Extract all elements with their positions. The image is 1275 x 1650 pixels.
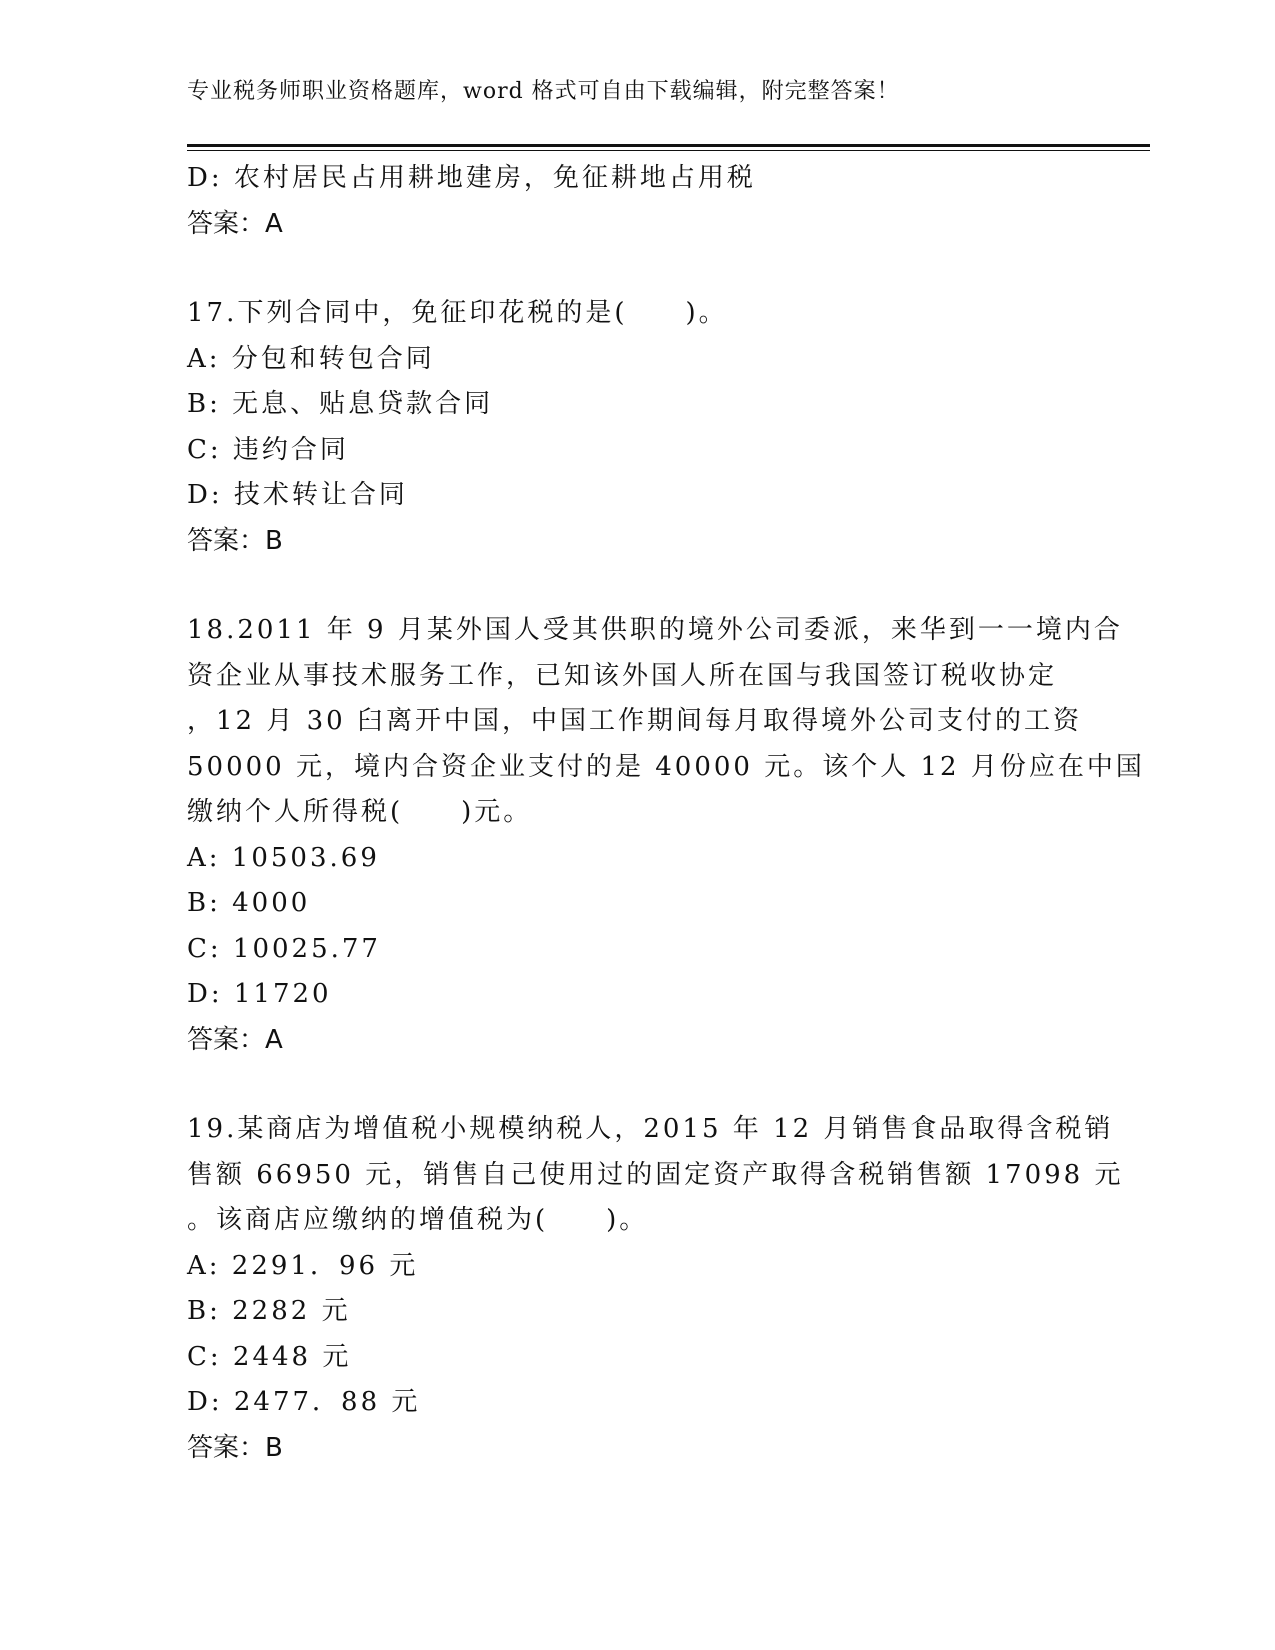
option-d: D: 2477．88 元 <box>187 1387 421 1417</box>
question-stem-line: ，12 月 30 臼离开中国，中国工作期间每月取得境外公司支付的工资 <box>187 706 1082 736</box>
answer: 答案：B <box>187 525 283 556</box>
question-18 <box>187 608 1145 1063</box>
option-a: A: 10503.69 <box>187 842 380 873</box>
question-16-tail <box>187 156 1087 247</box>
option-b: B: 无息、贴息贷款合同 <box>187 389 494 419</box>
option-d: D: 技术转让合同 <box>187 480 408 510</box>
answer: 答案：A <box>187 1024 283 1055</box>
question-stem-line: 。该商店应缴纳的增值税为( )。 <box>187 1205 649 1235</box>
question-content <box>187 156 1145 1471</box>
option-b: B: 4000 <box>187 888 311 918</box>
question-stem-line: 19.某商店为增值税小规模纳税人，2015 年 12 月销售食品取得含税销 <box>187 1114 1114 1144</box>
option-a: A: 分包和转包合同 <box>187 343 435 374</box>
question-19 <box>187 1107 1124 1471</box>
question-stem: 17.下列合同中，免征印花税的是( )。 <box>187 298 728 328</box>
option-a: A: 2291．96 元 <box>187 1250 419 1281</box>
option-d: D: 11720 <box>187 979 332 1009</box>
question-stem-line: 50000 元，境内合资企业支付的是 40000 元。该个人 12 月份应在中国 <box>187 751 1145 782</box>
question-stem-line: 缴纳个人所得税( )元。 <box>187 797 533 827</box>
answer: 答案：B <box>187 1432 283 1463</box>
page-header: 专业税务师职业资格题库，word 格式可自由下载编辑，附完整答案！ <box>187 79 900 104</box>
answer: 答案：A <box>187 208 283 239</box>
question-17 <box>187 291 1087 564</box>
option-d: D: 农村居民占用耕地建房，免征耕地占用税 <box>187 163 756 193</box>
option-c: C: 10025.77 <box>187 933 381 964</box>
question-stem-line: 资企业从事技术服务工作，已知该外国人所在国与我国签订税收协定 <box>187 660 1058 691</box>
question-stem-line: 售额 66950 元，销售自己使用过的固定资产取得含税销售额 17098 元 <box>187 1159 1124 1190</box>
header-rule-thin <box>187 150 1150 151</box>
header-rule-thick <box>187 144 1150 147</box>
option-c: C: 违约合同 <box>187 434 349 465</box>
option-c: C: 2448 元 <box>187 1341 352 1372</box>
option-b: B: 2282 元 <box>187 1296 351 1326</box>
question-stem-line: 18.2011 年 9 月某外国人受其供职的境外公司委派，来华到一一境内合 <box>187 615 1123 645</box>
